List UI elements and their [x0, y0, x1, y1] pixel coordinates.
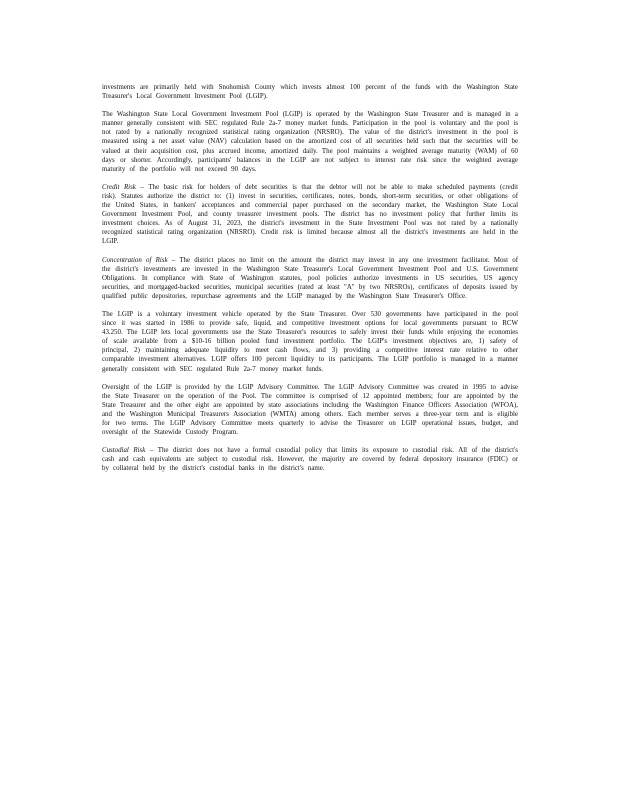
- paragraph-heading: Custodial Risk: [102, 447, 146, 455]
- paragraph-text: Oversight of the LGIP is provided by the LGIP Advisory Committee. The LGIP Advisory Committee was created in 1995 to advise the State Treasurer on the operation of the Pool. The committee is comprised of 12 appointed members; four are appointed by the State Treasurer and the other eight are appointed by state associations including the Washington Finance Officers Association (WFOA), and the Washington Municipal Treasurers Association (WMTA) among others. Each member serves a three-year term and is eligible for two terms. The LGIP Advisory Committee meets quarterly to advise the Treasurer on LGIP operational issues, budget, and oversight of the Statewide Custody Program.: [102, 383, 518, 437]
- paragraph-text: The Washington State Local Government Investment Pool (LGIP) is operated by the Washington State Treasurer and is managed in a manner generally consistent with SEC regulated Rule 2a-7 money market funds. Participation in the pool is voluntary and the pool is not rated by a nationally recognized statistical rating organization (NRSRO). The value of the district's investment in the pool is measured using a net asset value (NAV) calculation based on the amortized cost of all securities held such that the securities will be valued at their acquisition cost, plus accrued income, amortized daily. The pool maintains a weighted average maturity (WAM) of 60 days or shorter. Accordingly, participants' balances in the LGIP are not subject to interest rate risk since the weighted average maturity of the portfolio will not exceed 90 days.: [102, 111, 518, 173]
- paragraph-text: – The district places no limit on the amount the district may invest in any one investment facilitator. Most of the district's investments are invested in the Washington State Treasurer's Local Government Investment Pool and U.S. Government Obligations. In compliance with State of Washington statutes, pool policies authorize investments in US securities, US agency securities, and mortgaged-backed securities, municipal securities (rated at least "A" by two NRSROs), certificates of deposits issued by qualified public depositories, repurchase agreements and the LGIP managed by the Washington State Treasurer's Office.: [102, 256, 518, 300]
- paragraph-lgip-description: [102, 110, 518, 174]
- paragraph-oversight: [102, 383, 518, 438]
- paragraph-text: The LGIP is a voluntary investment vehicle operated by the State Treasurer. Over 530 governments have participated in the pool since it was started in 1986 to provide safe, liquid, and competitive investment options for local governments pursuant to RCW 43.250. The LGIP lets local governments use the State Treasurer's resources to safely invest their funds while enjoying the economies of scale available from a $10-16 billion pooled fund investment portfolio. The LGIP's investment objectives are, 1) safety of principal, 2) maintaining adequate liquidity to meet cash flows, and 3) providing a competitive interest rate relative to other comparable investment alternatives. LGIP offers 100 percent liquidity to its participants. The LGIP portfolio is managed in a manner generally consistent with SEC regulated Rule 2a-7 money market funds.: [102, 310, 518, 373]
- paragraph-heading: Credit Risk: [102, 183, 136, 191]
- paragraph-text: – The basic risk for holders of debt securities is that the debtor will not be able to make scheduled payments (credit risk). Statutes authorize the district to: (1) invest in securities, certificates, notes, bonds, short-term securities, or other obligations of the United States, in bankers' acceptances and commercial paper purchased on the secondary market, the Washington State Local Government Investment Pool, and county treasurer investment pools. The district has no investment policy that further limits its investment choices. As of August 31, 2023, the district's investment in the State Investment Pool was not rated by a nationally recognized statistical rating organization (NRSRO). Credit risk is limited because almost all the district's investments are held in the LGIP.: [102, 183, 518, 246]
- paragraph-text: investments are primarily held with Snohomish County which invests almost 100 percent of the funds with the Washington State Treasurer's Local Government Investment Pool (LGIP).: [102, 84, 518, 101]
- document-page: [102, 83, 518, 482]
- paragraph-heading: Concentration of Risk: [102, 256, 168, 264]
- paragraph-lgip-vehicle: [102, 310, 518, 374]
- paragraph-text: – The district does not have a formal custodial policy that limits its exposure to custodial risk. All of the district's cash and cash equivalents are subject to custodial risk. However, the majority are covered by federal depository insurance (FDIC) or by collateral held by the district's custodial banks in the district's name.: [102, 447, 518, 473]
- paragraph-credit-risk: [102, 183, 518, 247]
- paragraph-concentration-risk: [102, 256, 518, 301]
- paragraph-custodial-risk: [102, 446, 518, 473]
- paragraph-lgip-intro: [102, 83, 518, 101]
